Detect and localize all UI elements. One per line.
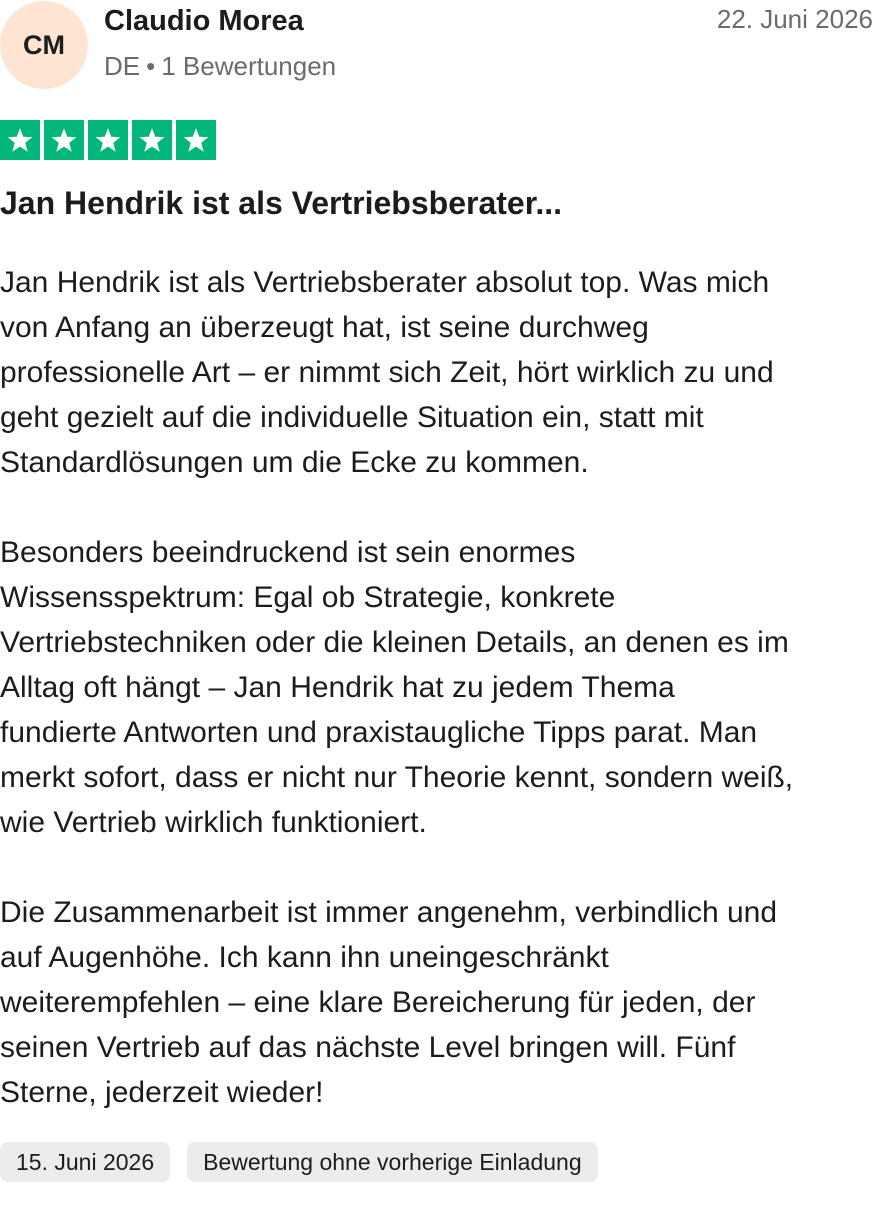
review-paragraph: Jan Hendrik ist als Vertriebsberater absolut top. Was mich von Anfang an überzeugt hat, ist seine durchweg professionelle Art – er nimmt sich Zeit, hört wirklich zu und geht gezielt auf die individuelle Situation ein, statt mit Standardlösungen um die Ecke zu kommen. <box>0 266 774 479</box>
reviewer-country: DE <box>104 51 141 81</box>
review-paragraph: Die Zusammenarbeit ist immer angenehm, verbindlich und auf Augenhöhe. Ich kann ihn uneingeschränkt weiterempfehlen – eine klare Bereicherung für jeden, der seinen Vertrieb auf das nächste Level bringen will. Fünf Sterne, jederzeit wieder! <box>0 896 778 1109</box>
star-icon <box>44 120 84 160</box>
review-paragraph: Besonders beeindruckend ist sein enormes Wissensspektrum: Egal ob Strategie, konkrete Vertriebstechniken oder die kleinen Details, an denen es im Alltag oft hängt – Jan Hendrik hat zu jedem Thema fundierte Antworten und praxistaugliche Tipps parat. Man merkt sofort, dass er nicht nur Theorie kennt, sondern weiß, wie Vertrieb wirklich funktioniert. <box>0 536 794 839</box>
review-tags <box>0 1142 598 1182</box>
star-icon <box>176 120 216 160</box>
reviewer-review-count: 1 Bewertungen <box>161 51 337 81</box>
avatar[interactable] <box>0 1 88 89</box>
star-icon <box>88 120 128 160</box>
star-rating <box>0 120 216 160</box>
avatar-initials: CM <box>23 29 65 60</box>
review-header <box>0 0 876 100</box>
experience-date-tag: 15. Juni 2026 <box>0 1142 170 1182</box>
star-icon <box>132 120 172 160</box>
meta-separator: • <box>146 51 156 81</box>
reviewer-meta <box>104 49 336 83</box>
reviewer-name[interactable]: Claudio Morea <box>104 5 304 37</box>
review-body <box>0 260 876 1160</box>
invitation-status-tag[interactable]: Bewertung ohne vorherige Einladung <box>187 1142 598 1182</box>
star-icon <box>0 120 40 160</box>
review-published-date: 22. Juni 2026 <box>716 4 873 34</box>
review-title[interactable]: Jan Hendrik ist als Vertriebsberater... <box>0 185 563 221</box>
